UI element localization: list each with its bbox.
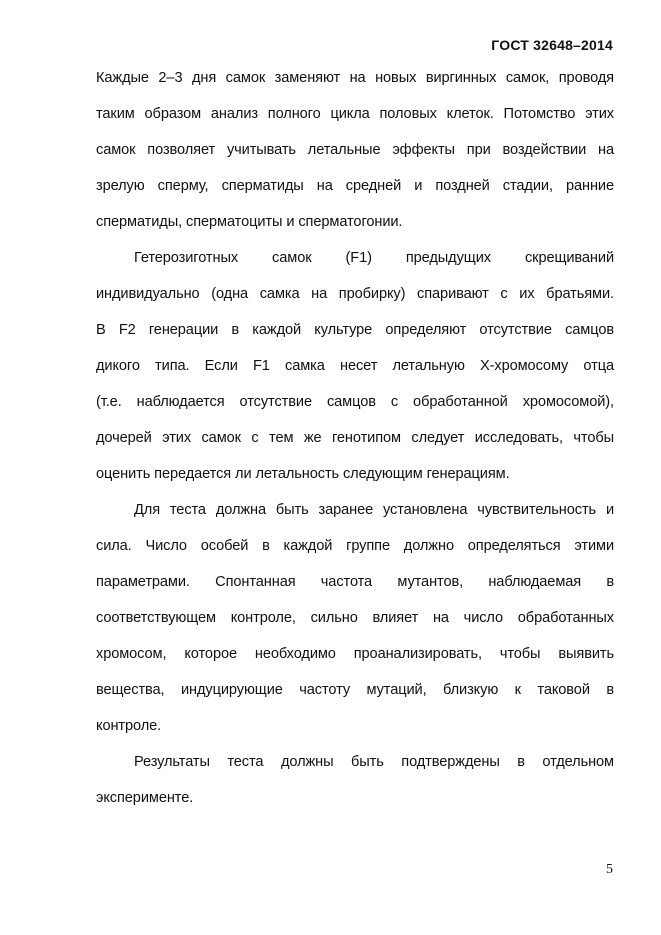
- paragraph: [96, 60, 614, 240]
- text-line: эксперименте.: [96, 790, 194, 806]
- text-line: Каждые 2–3 дня самок заменяют на новых виргинных самок, проводя: [96, 70, 614, 86]
- text-line: (т.е. наблюдается отсутствие самцов с обработанной хромосомой),: [96, 394, 614, 410]
- text-line: параметрами. Спонтанная частота мутантов, наблюдаемая в: [96, 574, 614, 590]
- paragraph: [96, 492, 614, 744]
- text-line: таким образом анализ полного цикла половых клеток. Потомство этих: [96, 106, 614, 122]
- text-line: Результаты теста должны быть подтверждены в отдельном: [134, 754, 614, 770]
- text-line: Гетерозиготных самок (F1) предыдущих скрещиваний: [134, 250, 614, 266]
- page-number: 5: [606, 862, 613, 877]
- text-line: сперматиды, сперматоциты и сперматогонии.: [96, 214, 403, 230]
- text-line: соответствующем контроле, сильно влияет на число обработанных: [96, 610, 614, 626]
- text-line: сила. Число особей в каждой группе должно определяться этими: [96, 538, 614, 554]
- paragraph: [96, 240, 614, 492]
- text-line: самок позволяет учитывать летальные эффекты при воздействии на: [96, 142, 614, 158]
- text-line: В F2 генерации в каждой культуре определяют отсутствие самцов: [96, 322, 614, 338]
- text-line: зрелую сперму, сперматиды на средней и поздней стадии, ранние: [96, 178, 614, 194]
- text-line: оценить передается ли летальность следующим генерациям.: [96, 466, 510, 482]
- paragraph: [96, 744, 614, 816]
- text-line: хромосом, которое необходимо проанализировать, чтобы выявить: [96, 646, 614, 662]
- text-line: Для теста должна быть заранее установлена чувствительность и: [134, 502, 614, 518]
- text-line: индивидуально (одна самка на пробирку) спаривают с их братьями.: [96, 286, 614, 302]
- body-text: [96, 60, 614, 816]
- text-line: дикого типа. Если F1 самка несет летальную X-хромосому отца: [96, 358, 614, 374]
- text-line: дочерей этих самок с тем же генотипом следует исследовать, чтобы: [96, 430, 614, 446]
- standard-header: ГОСТ 32648–2014: [491, 37, 613, 53]
- text-line: контроле.: [96, 718, 162, 734]
- text-line: вещества, индуцирующие частоту мутаций, близкую к таковой в: [96, 682, 614, 698]
